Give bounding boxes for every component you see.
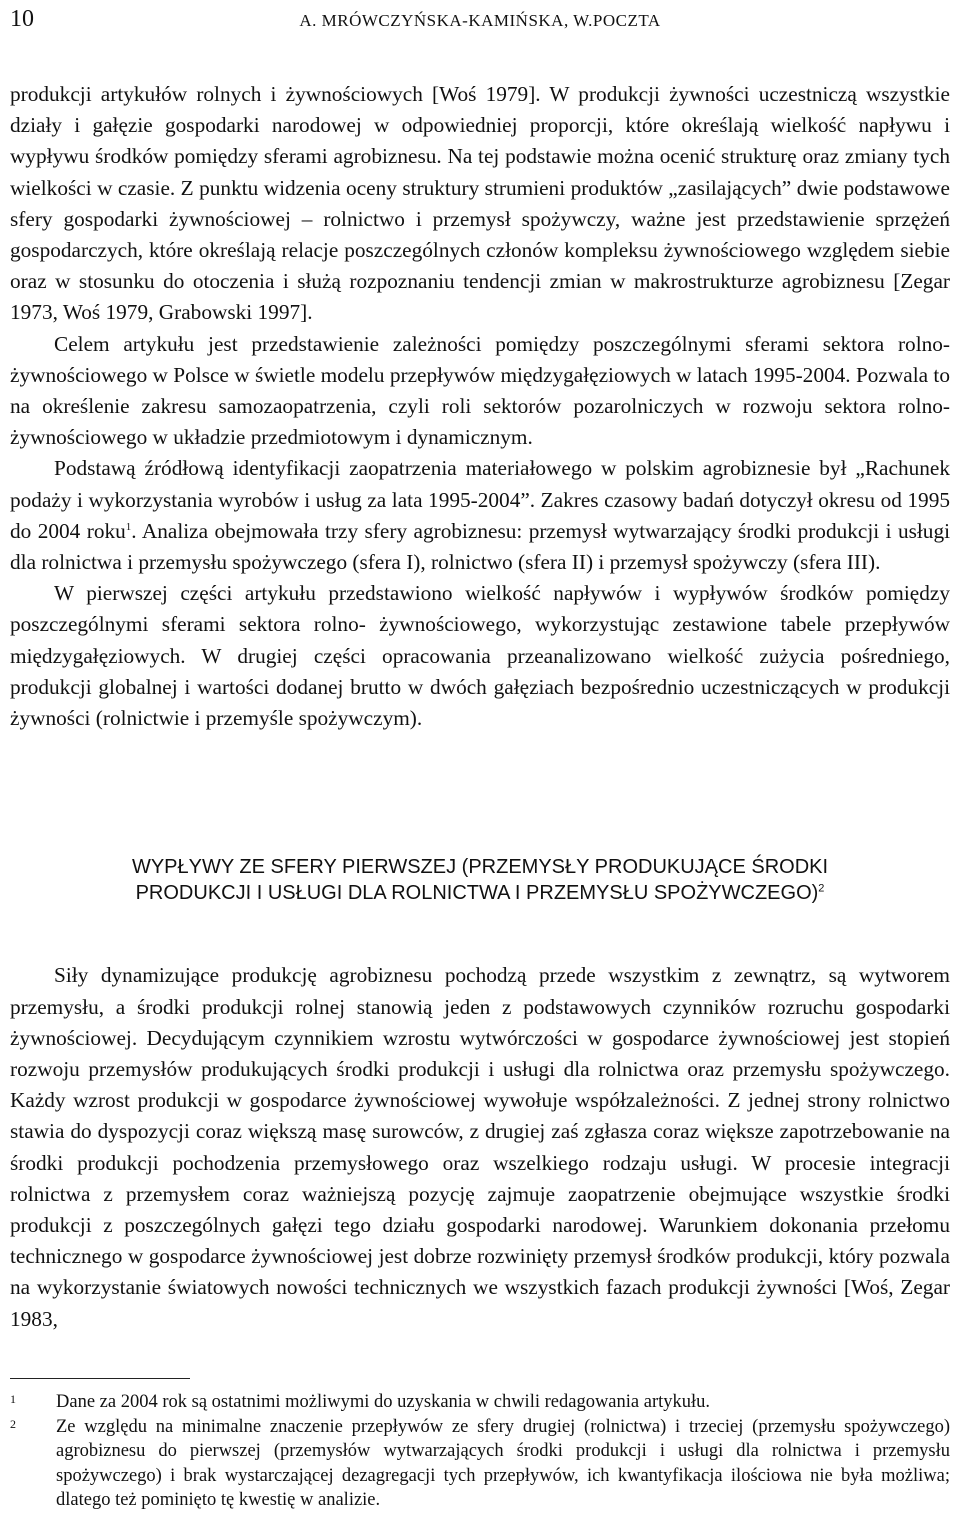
footnotes (10, 1390, 950, 1513)
page-header (10, 6, 950, 36)
section-heading-line-2-text: PRODUKCJI I USŁUGI DLA ROLNICTWA I PRZEMYSŁU SPOŻYWCZEGO) (135, 882, 819, 904)
paragraph-2: Celem artykułu jest przedstawienie zależności pomiędzy poszczególnymi sferami sektora rolno-żywnościowego w Polsce w świetle modelu przepływów międzygałęziowych w latach 1995-2004. Pozwala to na określenie zakresu samozaopatrzenia, czyli roli sektorów pozarolniczych w rozwoju sektora rolno-żywnościowego w układzie przedmiotowym i dynamicznym. (10, 331, 950, 450)
section-text (10, 939, 950, 1356)
footnote-ref-1[interactable]: 1 (125, 520, 132, 533)
paragraph-1: produkcji artykułów rolnych i żywnościowych [Woś 1979]. W produkcji żywności uczestniczą wszystkie działy i gałęzie gospodarki narodowej w odpowiedniej proporcji, które określają wielkość napływu i wypływu środków pomiędzy sferami agrobiznesu. Na tej podstawie można ocenić strukturę oraz zmiany tych wielkości w czasie. Z punktu widzenia oceny struktury strumieni produktów „zasilających” dwie podstawowe sfery gospodarki żywnościowej – rolnictwo i przemysł spożywczy, ważne jest przedstawienie sprzężeń gospodarczych, które określają relacje poszczególnych członów kompleksu żywnościowego względem siebie oraz w stosunku do otoczenia i służą rozpoznaniu tendencji zmian w makrostrukturze agrobiznesu [Zegar 1973, Woś 1979, Grabowski 1997]. (10, 82, 950, 325)
section-heading-line-2 (10, 880, 950, 906)
intro-text (10, 79, 950, 734)
footnote-2 (10, 1415, 950, 1513)
running-head: A. MRÓWCZYŃSKA-KAMIŃSKA, W.POCZTA (299, 11, 661, 30)
page-number: 10 (10, 6, 34, 32)
section-heading (10, 854, 950, 906)
footnote-ref-2[interactable]: 2 (818, 882, 825, 895)
footnote-text-1: Dane za 2004 rok są ostatnimi możliwymi do uzyskania w chwili redagowania artykułu. (56, 1392, 711, 1412)
footnote-mark-1: 1 (10, 1392, 16, 1406)
section-paragraph: Siły dynamizujące produkcję agrobiznesu pochodzą przede wszystkim z zewnątrz, są wytworem przemysłu, a środki produkcji rolnej stanowią jeden z podstawowych czynników rozruchu gospodarki żywnościowej. Decydującym czynnikiem wzrostu wytwórczości w gospodarce żywnościowej jest stopień rozwoju przemysłów produkujących środki produkcji i usługi dla rolnictwa oraz przemysłu spożywczego. Każdy wzrost produkcji w gospodarce żywnościowej wywołuje współzależności. Z jednej strony rolnictwo stawia do dyspozycji coraz większą masę surowców, z drugiej zaś zgłasza coraz większe zapotrzebowanie na środki produkcji pochodzenia przemysłowego oraz wszelkiego rodzaju usługi. W procesie integracji rolnictwa z przemysłem coraz ważniejszą pozycję zajmuje zaopatrzenie obejmujące wszystkie środki produkcji z poszczególnych gałęzi tego działu gospodarki narodowej. Warunkiem dokonania przełomu technicznego w gospodarce żywnościowej jest dobrze rozwinięty przemysł środków produkcji, który pozwala na wykorzystanie światowych nowości technicznych we wszystkich fazach produkcji żywności [Woś, Zegar 1983, (10, 963, 950, 1331)
paragraph-4: W pierwszej części artykułu przedstawiono wielkość napływów i wypływów środków pomiędzy poszczególnymi sferami sektora rolno- żywnościowego, wykorzystując zestawione tabele przepływów międzygałęziowych. W drugiej części opracowania przeanalizowano wielkość zużycia pośredniego, produkcji globalnej i wartości dodanej brutto w dwóch gałęziach bezpośrednio uczestniczących w produkcji żywności (rolnictwie i przemyśle spożywczym). (10, 581, 950, 731)
footnote-text-2: Ze względu na minimalne znaczenie przepływów ze sfery drugiej (rolnictwa) i trzeciej (przemysłu spożywczego) agrobiznesu do pierwszej (przemysłów wytwarzających środki produkcji i usługi dla rolnictwa i przemysłu spożywczego) i brak wystarczającej dezagregacji tych przepływów, ich kwantyfikacja ilościowa nie była możliwa; dlatego też pominięto tę kwestię w analizie. (56, 1416, 950, 1510)
footnote-mark-2: 2 (10, 1416, 16, 1431)
footnote-divider (10, 1378, 190, 1379)
paragraph-3-text-a: Podstawą źródłową identyfikacji zaopatrzenia materiałowego w polskim agrobiznesie był „Rachunek podaży i wykorzystania wyrobów i usług za lata 1995-2004”. Zakres czasowy badań dotyczył okresu od 1995 do 2004 roku (10, 456, 950, 543)
footnote-1 (10, 1390, 950, 1415)
section-heading-line-1: WYPŁYWY ZE SFERY PIERWSZEJ (PRZEMYSŁY PRODUKUJĄCE ŚRODKI (131, 856, 829, 878)
paragraph-3 (10, 453, 950, 578)
paragraph-3-text-b: . Analiza obejmowała trzy sfery agrobiznesu: przemysł wytwarzający środki produkcji i usługi dla rolnictwa i przemysłu spożywczego (sfera I), rolnictwo (sfera II) i przemysł spożywczy (sfera III). (10, 518, 951, 575)
